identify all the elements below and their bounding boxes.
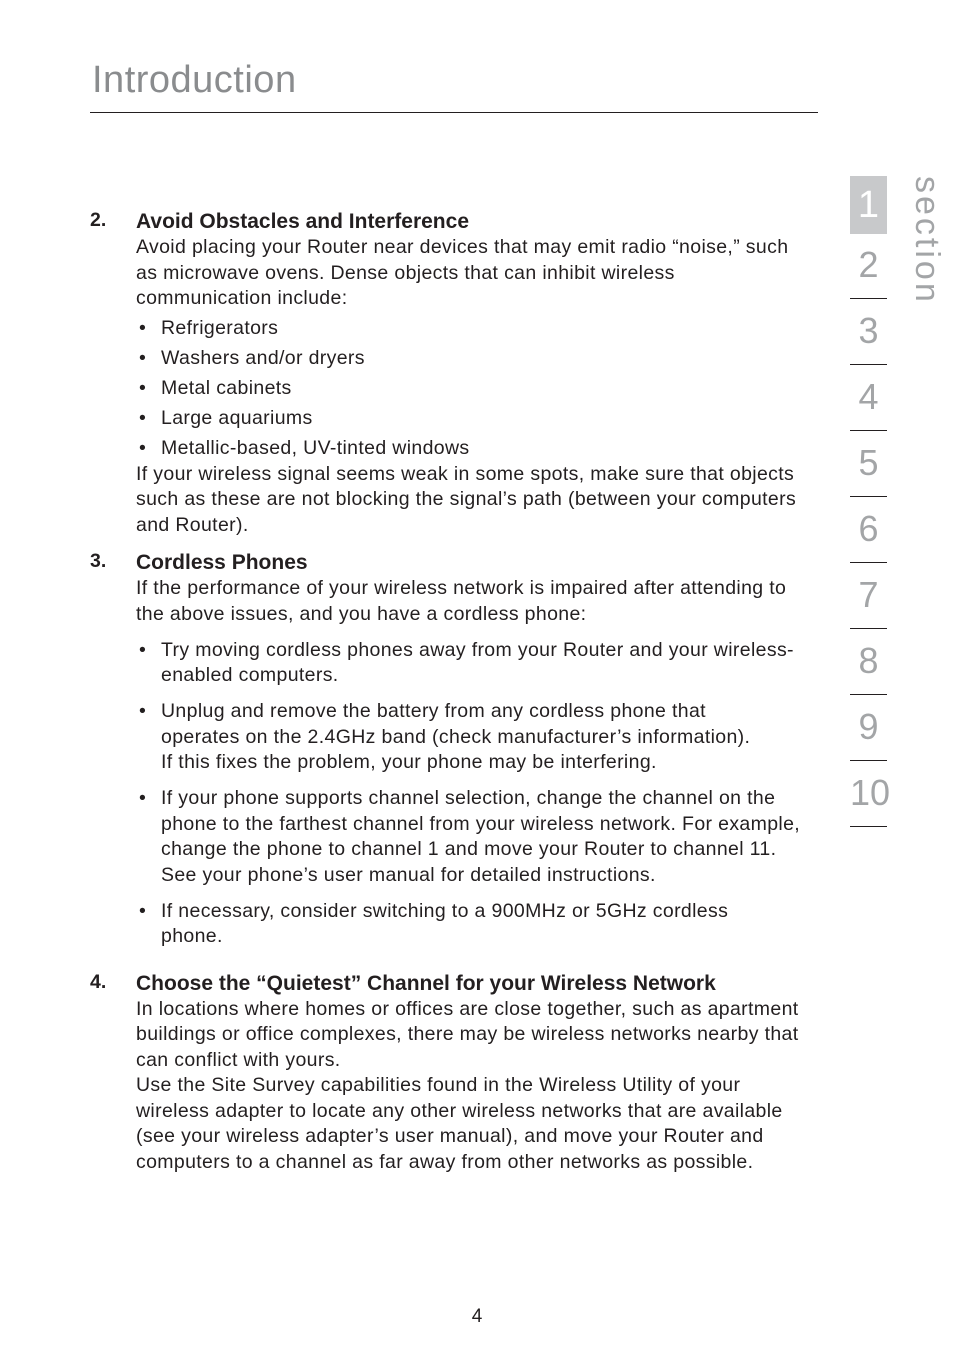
list-item: • Unplug and remove the battery from any cordless phone that operates on the 2.4GHz band (check manufacturer’s information). If this fixes the problem, your phone may be interfering.: [139, 700, 751, 773]
section-tab-7[interactable]: 7: [858, 574, 879, 615]
list-item: • Washers and/or dryers: [136, 346, 810, 372]
section-tab-10[interactable]: 10: [850, 772, 891, 813]
bullet-icon: •: [139, 787, 147, 809]
section-divider: [850, 364, 887, 365]
bullet-icon: •: [139, 638, 147, 661]
section-divider: [850, 826, 887, 827]
header-divider: [90, 112, 818, 113]
bullet-icon: •: [139, 347, 147, 369]
section-tab-8[interactable]: 8: [858, 640, 879, 681]
obstacle-list: [136, 316, 810, 462]
item-paragraph: Avoid placing your Router near devices that may emit radio “noise,” such as microwave ovens. Dense objects that can inhibit wireless communication include:: [136, 236, 789, 309]
item-paragraph: In locations where homes or offices are close together, such as apartment buildings or office complexes, there may be wireless networks nearby that can conflict with yours.: [136, 997, 799, 1071]
bullet-icon: •: [139, 899, 147, 922]
page-title: Introduction: [92, 59, 297, 101]
section-divider: [850, 430, 887, 431]
bullet-icon: •: [139, 437, 147, 459]
main-content: [90, 208, 810, 1175]
section-tab-9[interactable]: 9: [858, 706, 879, 747]
item-cordless-phones: [90, 549, 810, 950]
section-divider: [850, 760, 887, 761]
page-header: [92, 58, 297, 102]
section-tab-4[interactable]: 4: [858, 376, 879, 417]
item-number: 3.: [90, 550, 107, 572]
item-title: Choose the “Quietest” Channel for your Wireless Network: [136, 971, 716, 995]
section-divider: [850, 298, 887, 299]
list-item: • Refrigerators: [136, 316, 810, 342]
list-item: • Large aquariums: [136, 406, 810, 432]
section-tab-1-active[interactable]: 1: [850, 176, 887, 234]
section-tab-5[interactable]: 5: [858, 442, 879, 483]
bullet-icon: •: [139, 407, 147, 429]
item-title: Avoid Obstacles and Interference: [136, 210, 469, 233]
item-obstacles: [90, 208, 810, 538]
section-tab-3[interactable]: 3: [858, 310, 879, 351]
section-tab-6[interactable]: 6: [858, 508, 879, 549]
page-number: 4: [471, 1306, 483, 1327]
section-divider: [850, 496, 887, 497]
item-number: 4.: [90, 970, 107, 993]
item-quietest-channel: [90, 970, 810, 1176]
item-paragraph: If your wireless signal seems weak in some spots, make sure that objects such as these are not blocking the signal’s path (between your computers and Router).: [136, 462, 797, 536]
item-paragraph: Use the Site Survey capabilities found in the Wireless Utility of your wireless adapter to locate any other wireless networks that are available (see your wireless adapter’s user manual), and move your Router and computers to a channel as far away from other networks as possible.: [136, 1074, 783, 1173]
item-paragraph: If the performance of your wireless network is impaired after attending to the above issues, and you have a cordless phone:: [136, 577, 787, 625]
bullet-icon: •: [139, 700, 147, 722]
phone-tips-list: [136, 638, 810, 950]
section-divider: [850, 694, 887, 695]
list-item: • Try moving cordless phones away from your Router and your wireless-enabled computers.: [139, 638, 794, 686]
item-title: Cordless Phones: [136, 551, 308, 574]
section-divider: [850, 628, 887, 629]
item-number: 2.: [90, 209, 107, 231]
section-divider: [850, 562, 887, 563]
bullet-icon: •: [139, 317, 147, 339]
bullet-icon: •: [139, 377, 147, 399]
list-item: • Metallic-based, UV-tinted windows: [136, 436, 810, 462]
section-label: section: [908, 176, 946, 305]
list-item: • Metal cabinets: [136, 376, 810, 402]
section-tab-2[interactable]: 2: [858, 244, 879, 285]
list-item: • If your phone supports channel selection, change the channel on the phone to the farthest channel from your wireless network. For example, change the phone to channel 1 and move your Router to channel 11. See your phone’s user manual for detailed instructions.: [139, 787, 801, 886]
list-item: • If necessary, consider switching to a 900MHz or 5GHz cordless phone.: [139, 899, 729, 947]
